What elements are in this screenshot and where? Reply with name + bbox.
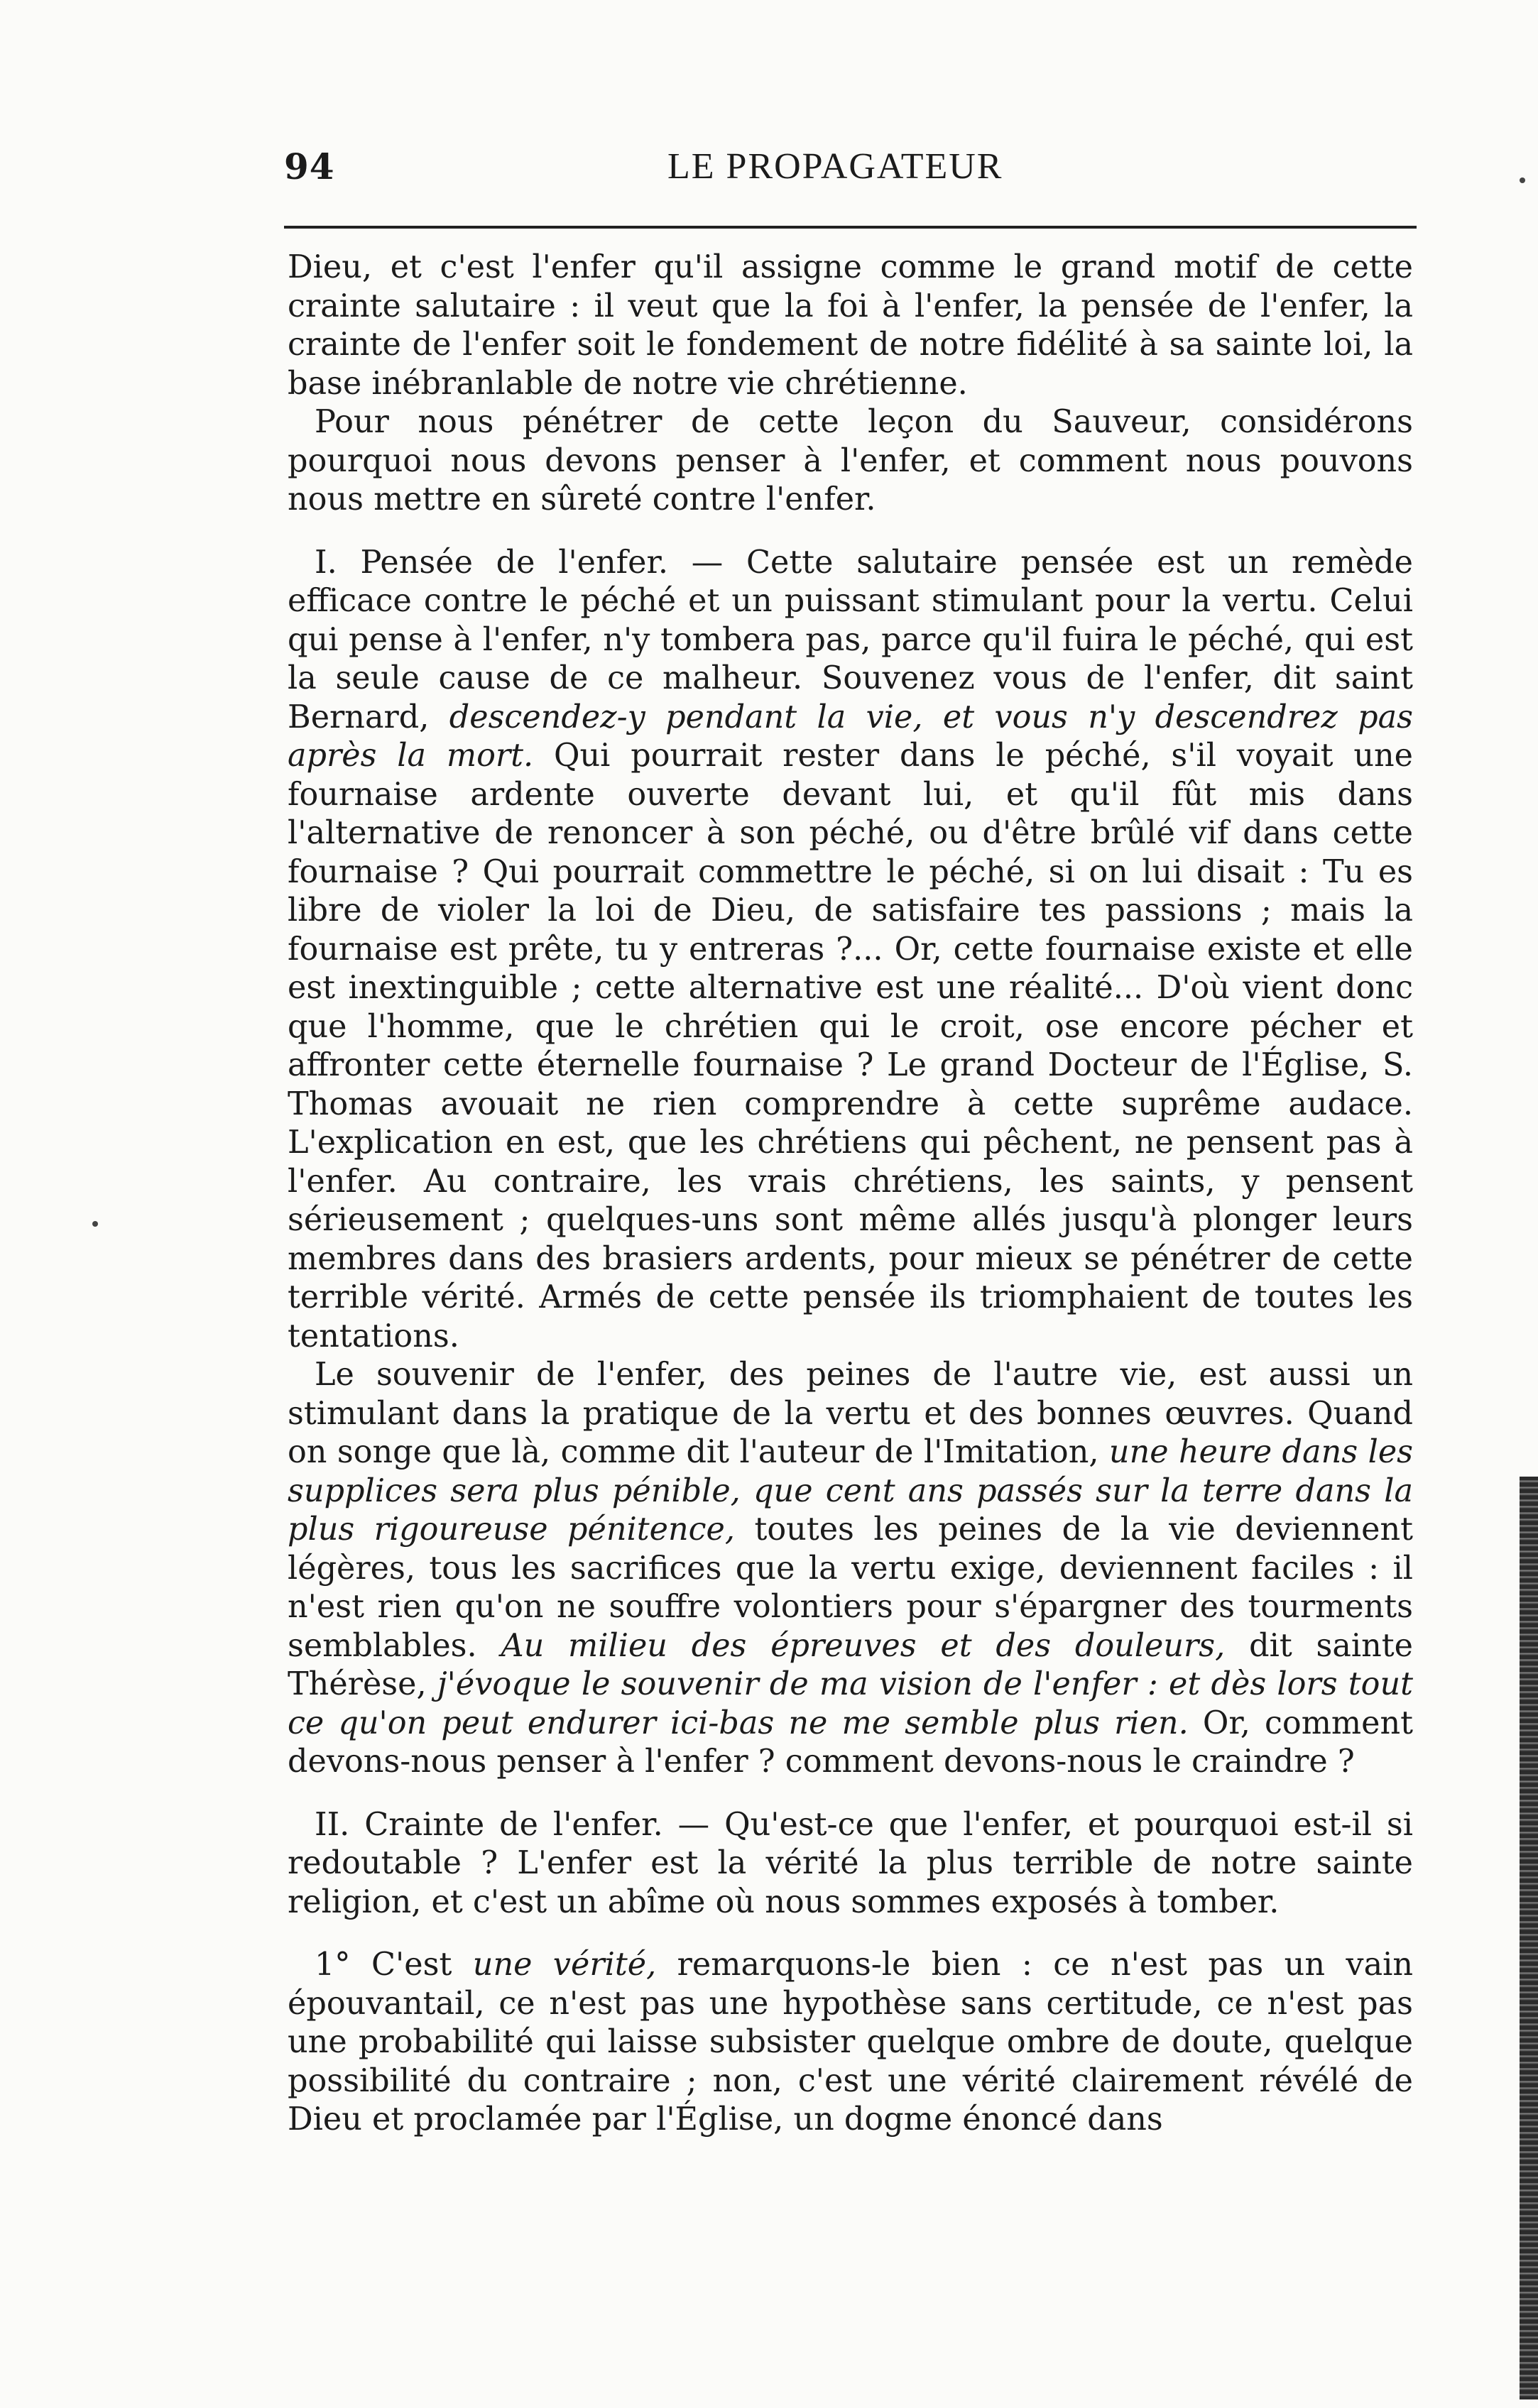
text-run: II. Crainte de l'enfer. — Qu'est-ce que l'enfer, et pourquoi est-il si redoutable ? L'enfer est la vérité la plus terrible de notre sainte religion, et c'est un abîme où nous sommes exposés à tomber. [288,1806,1413,1920]
text-run: Or, comment devons-nous penser à l'enfer ? comment devons-nous le craindre ? [288,1704,1413,1780]
paragraph-stimulant [288,1356,1413,1782]
paragraph-section-two [288,1806,1413,1922]
paragraph-section-one [288,544,1413,1357]
scan-speck [1520,177,1525,183]
running-title: LE PROPAGATEUR [667,146,1003,187]
header-rule [284,226,1417,229]
scan-speck [92,1221,98,1227]
italic-quote: descendez-y pendant la vie, et vous n'y descendrez pas après la mort. [288,699,1413,774]
italic-quote: Au milieu des épreuves et des douleurs, [501,1627,1226,1664]
text-run: 1° C'est [315,1947,473,1983]
text-run: toutes les peines de la vie deviennent légères, tous les sacrifices que la vertu exige, deviennent faciles : il n'est rien qu'on ne souffre volontiers pour s'épargner des tourments semblables. [288,1511,1413,1664]
scan-edge-shadow [1520,1477,1538,2399]
text-run: Le souvenir de l'enfer, des peines de l'autre vie, est aussi un stimulant dans la pratique de la vertu et des bonnes œuvres. Quand on songe que là, comme dit l'auteur de l'Imitation, [288,1357,1413,1470]
text-run: dit sainte Thérèse, [288,1627,1413,1702]
paragraph-continuation [288,248,1413,403]
text-run: remarquons-le bien : ce n'est pas un vain épouvantail, ce n'est pas une hypothèse sans certitude, ce n'est pas une probabilité qui laisse subsister quelque ombre de doute, quelque possibilité du contraire ; non, c'est une vérité clairement révélé de Dieu et proclamée par l'Église, un dogme énoncé dans [288,1947,1413,2138]
paragraph-introduction [288,403,1413,520]
italic-quote: une vérité, [472,1947,657,1983]
body-text [288,248,1413,2140]
text-run: Dieu, et c'est l'enfer qu'il assigne comme le grand motif de cette crainte salutaire : il veut que la foi à l'enfer, la pensée de l'enfer, la crainte de l'enfer soit le fondement de notre fidélité à sa sainte loi, la base inébranlable de notre vie chrétienne. [288,249,1413,402]
italic-quote: une heure dans les supplices sera plus pénible, que cent ans passés sur la terre dans la plus rigoureuse pénitence, [288,1434,1413,1548]
page-header [284,146,1417,195]
text-run: Pour nous pénétrer de cette leçon du Sauveur, considérons pourquoi nous devons penser à l'enfer, et comment nous pouvons nous mettre en sûreté contre l'enfer. [288,404,1413,518]
text-run: Qui pourrait rester dans le péché, s'il voyait une fournaise ardente ouverte devant lui, et qu'il fût mis dans l'alternative de renoncer à son péché, ou d'être brûlé vif dans cette fournaise ? Qui pourrait commettre le péché, si on lui disait : Tu es libre de violer la loi de Dieu, de satisfaire tes passions ; mais la fournaise est prête, tu y entreras ?... Or, cette fournaise existe et elle est inextinguible ; cette alternative est une réalité... D'où vient donc que l'homme, que le chrétien qui le croit, ose encore pécher et affronter cette éternelle fournaise ? Le grand Docteur de l'Église, S. Thomas avouait ne rien comprendre à cette suprême audace. L'explication en est, que les chrétiens qui pêchent, ne pensent pas à l'enfer. Au contraire, les vrais chrétiens, les saints, y pensent sérieusement ; quelques-uns sont même allés jusqu'à plonger leurs membres dans des brasiers ardents, pour mieux se pénétrer de cette terrible vérité. Armés de cette pensée ils triomphaient de toutes les tentations. [288,738,1413,1354]
paragraph-verite [288,1946,1413,2140]
page-number: 94 [284,146,335,187]
text-run: I. Pensée de l'enfer. — Cette salutaire pensée est un remède efficace contre le péché et un puissant stimulant pour la vertu. Celui qui pense à l'enfer, n'y tombera pas, parce qu'il fuira le péché, qui est la seule cause de ce malheur. Souvenez vous de l'enfer, dit saint Bernard, [288,544,1413,735]
italic-quote: j'évoque le souvenir de ma vision de l'enfer : et dès lors tout ce qu'on peut endurer ici-bas ne me semble plus rien. [288,1666,1413,1741]
